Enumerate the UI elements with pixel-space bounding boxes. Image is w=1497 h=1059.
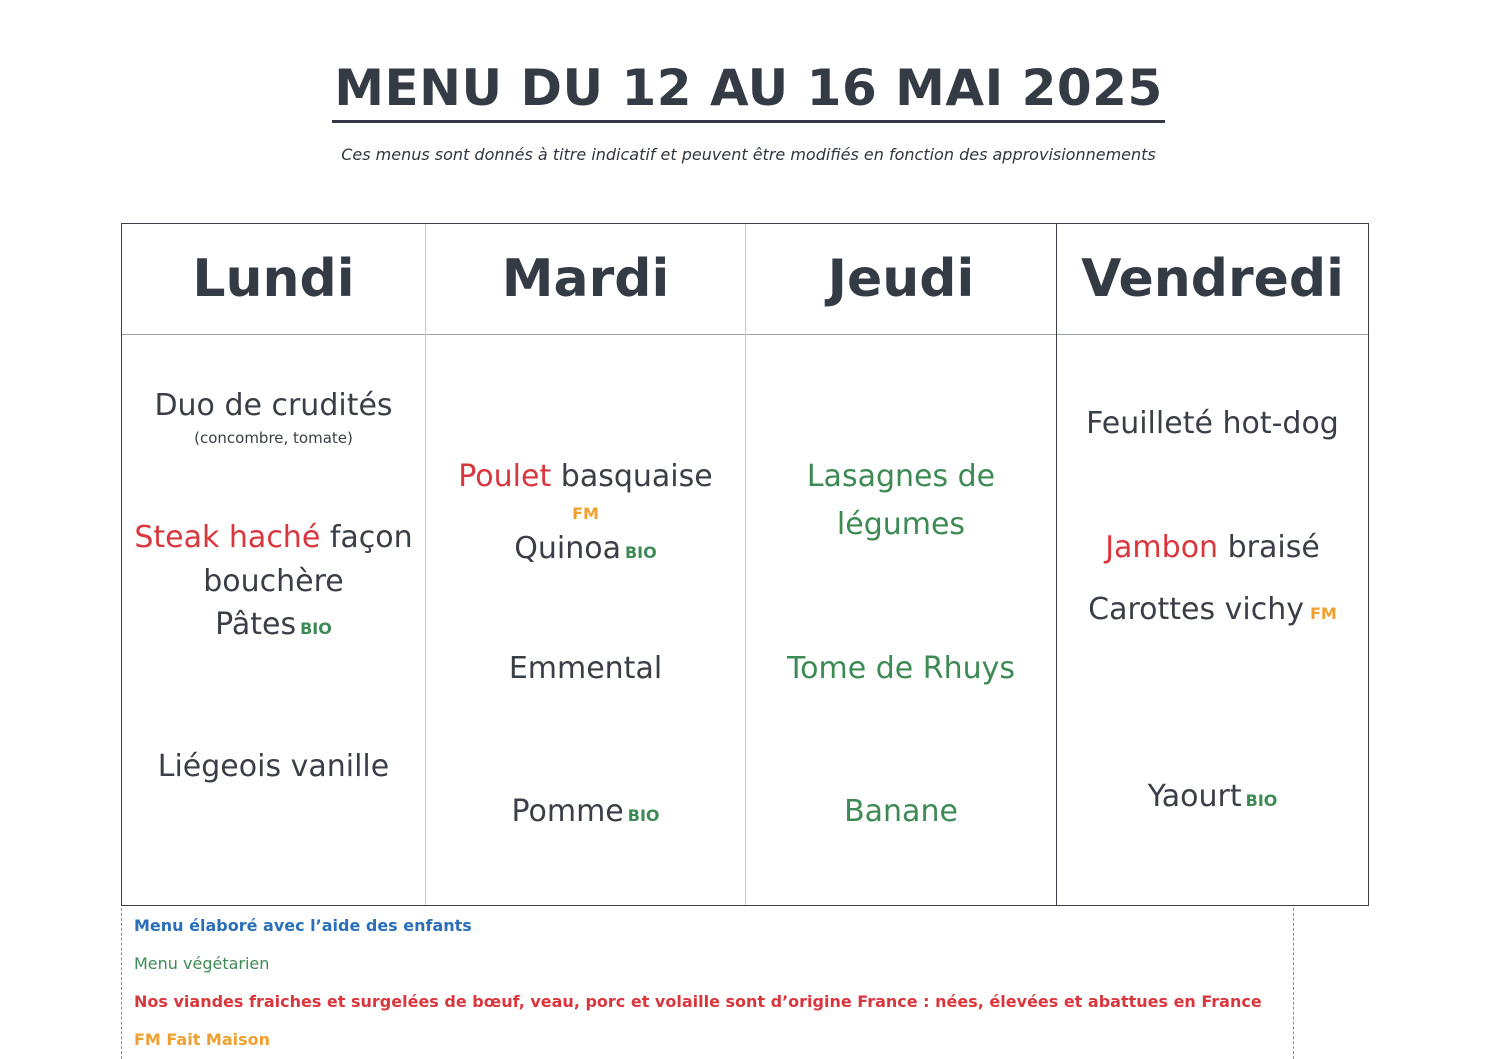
main-jeudi-line2: légumes <box>836 507 966 542</box>
legend-vegetarian: Menu végétarien <box>134 954 270 973</box>
column-lundi <box>122 224 425 905</box>
side-mardi <box>426 527 745 575</box>
starter-label: Duo de crudités <box>154 388 393 423</box>
day-header-mardi: Mardi <box>426 224 745 335</box>
dessert-jeudi: Banane <box>844 794 958 829</box>
cheese-jeudi: Tome de Rhuys <box>786 651 1016 686</box>
legend-children: Menu élaboré avec l’aide des enfants <box>134 916 472 935</box>
fm-badge-mardi <box>426 500 745 524</box>
dessert-label: Pomme <box>511 794 624 829</box>
title-text: MENU DU 12 AU 16 MAI 2025 <box>332 56 1165 123</box>
subtitle: Ces menus sont donnés à titre indicatif et peuvent être modifiés en fonction des approvisionnements <box>341 145 1156 164</box>
bio-badge: BIO <box>300 619 332 638</box>
bio-badge: BIO <box>1245 791 1278 810</box>
column-vendredi <box>1056 224 1368 905</box>
main-rest: façon <box>320 520 413 555</box>
cheese-mardi: Emmental <box>508 651 663 686</box>
fm-badge: FM <box>572 504 599 523</box>
menu-table <box>121 223 1369 906</box>
column-jeudi <box>745 224 1056 905</box>
page-title <box>0 56 1497 123</box>
main-rest: braisé <box>1218 530 1320 565</box>
main-jeudi: Lasagnes de <box>806 459 996 494</box>
fm-badge: FM <box>1310 604 1337 623</box>
starter-lundi <box>122 384 425 448</box>
side-label: Quinoa <box>514 531 621 566</box>
dessert-lundi: Liégeois vanille <box>157 749 390 784</box>
dessert-label: Yaourt <box>1147 779 1242 814</box>
column-mardi <box>425 224 745 905</box>
dessert-mardi <box>426 790 745 838</box>
main-mardi <box>426 455 745 499</box>
side-label: Carottes vichy <box>1088 592 1304 627</box>
starter-vendredi: Feuilleté hot-dog <box>1086 406 1339 441</box>
main-rest: basquaise <box>551 459 713 494</box>
legend <box>121 908 1294 1059</box>
bio-badge: BIO <box>624 543 657 562</box>
side-vendredi <box>1057 588 1368 636</box>
meat-label: Poulet <box>458 459 552 494</box>
bio-badge: BIO <box>627 806 660 825</box>
side-label: Pâtes <box>215 607 297 642</box>
main-lundi <box>122 516 425 560</box>
starter-note: (concombre, tomate) <box>194 429 353 447</box>
main-vendredi <box>1057 526 1368 570</box>
side-lundi <box>122 603 425 651</box>
day-header-vendredi: Vendredi <box>1057 224 1368 335</box>
dessert-vendredi <box>1057 775 1368 823</box>
legend-fait-maison: FM Fait Maison <box>134 1030 271 1049</box>
legend-origin: Nos viandes fraiches et surgelées de bœuf, veau, porc et volaille sont d’origine France : nées, élevées et abattues en France <box>134 992 1262 1011</box>
day-header-lundi: Lundi <box>122 224 425 335</box>
meat-label: Steak haché <box>134 520 321 555</box>
day-header-jeudi: Jeudi <box>746 224 1056 335</box>
main-lundi-line2: bouchère <box>203 564 344 599</box>
meat-label: Jambon <box>1105 530 1219 565</box>
